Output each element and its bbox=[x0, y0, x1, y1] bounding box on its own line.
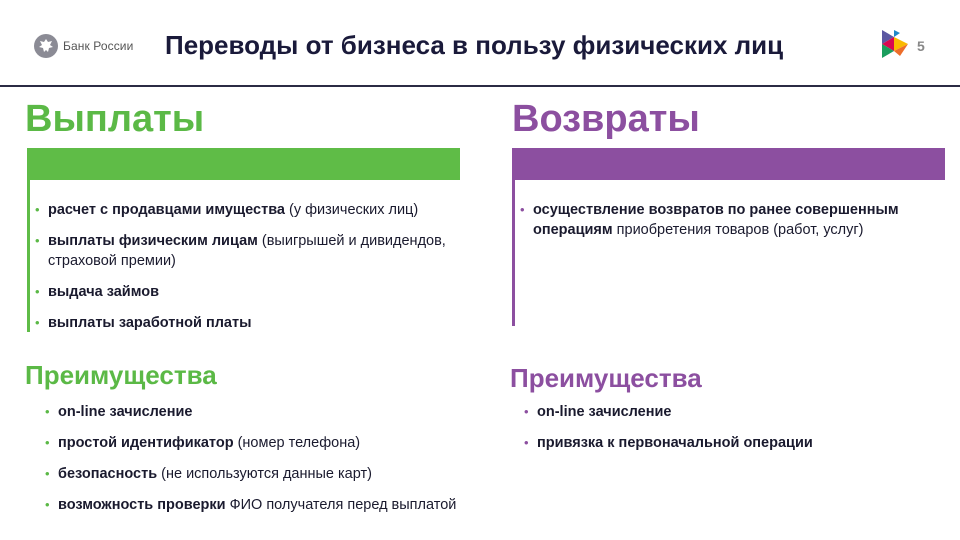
bank-logo-text: Банк России bbox=[63, 39, 134, 53]
sbp-logo-icon bbox=[880, 28, 910, 65]
left-advantages-list bbox=[45, 402, 515, 515]
list-item: • on-line зачисление bbox=[524, 404, 672, 420]
page-title: Переводы от бизнеса в пользу физических лиц bbox=[165, 30, 784, 60]
header-divider bbox=[0, 85, 960, 87]
list-item: • возможность проверки ФИО получателя перед выплатой bbox=[45, 497, 457, 513]
right-advantages-heading: Преимущества bbox=[510, 363, 702, 393]
list-item: • выплаты заработной платы bbox=[35, 315, 252, 331]
list-item: • выдача займов bbox=[35, 284, 160, 300]
payouts-list bbox=[35, 200, 455, 333]
list-item: • расчет с продавцами имущества (у физических лиц) bbox=[35, 202, 419, 218]
list-item: • простой идентификатор (номер телефона) bbox=[45, 435, 361, 451]
list-item: • привязка к первоначальной операции bbox=[524, 435, 813, 451]
payouts-heading: Выплаты bbox=[25, 98, 205, 140]
payouts-bar bbox=[27, 148, 460, 180]
list-item: • on-line зачисление bbox=[45, 404, 193, 420]
refunds-vertical-line bbox=[512, 180, 515, 326]
list-item: • безопасность (не используются данные карт) bbox=[45, 466, 372, 482]
bank-logo bbox=[34, 34, 133, 58]
slide-header bbox=[0, 0, 960, 86]
page-number: 5 bbox=[917, 38, 925, 54]
refunds-heading: Возвраты bbox=[512, 98, 700, 140]
refunds-list bbox=[520, 200, 925, 240]
payouts-vertical-line bbox=[27, 180, 30, 332]
bank-of-russia-eagle-icon bbox=[34, 34, 58, 58]
left-advantages-heading: Преимущества bbox=[25, 360, 217, 390]
refunds-bar bbox=[512, 148, 945, 180]
list-item: • осуществление возвратов по ранее совершенным операциям приобретения товаров (работ, услуг) bbox=[520, 202, 899, 238]
list-item: • выплаты физическим лицам (выигрышей и дивидендов, страховой премии) bbox=[35, 233, 446, 269]
right-advantages-list bbox=[524, 402, 944, 453]
